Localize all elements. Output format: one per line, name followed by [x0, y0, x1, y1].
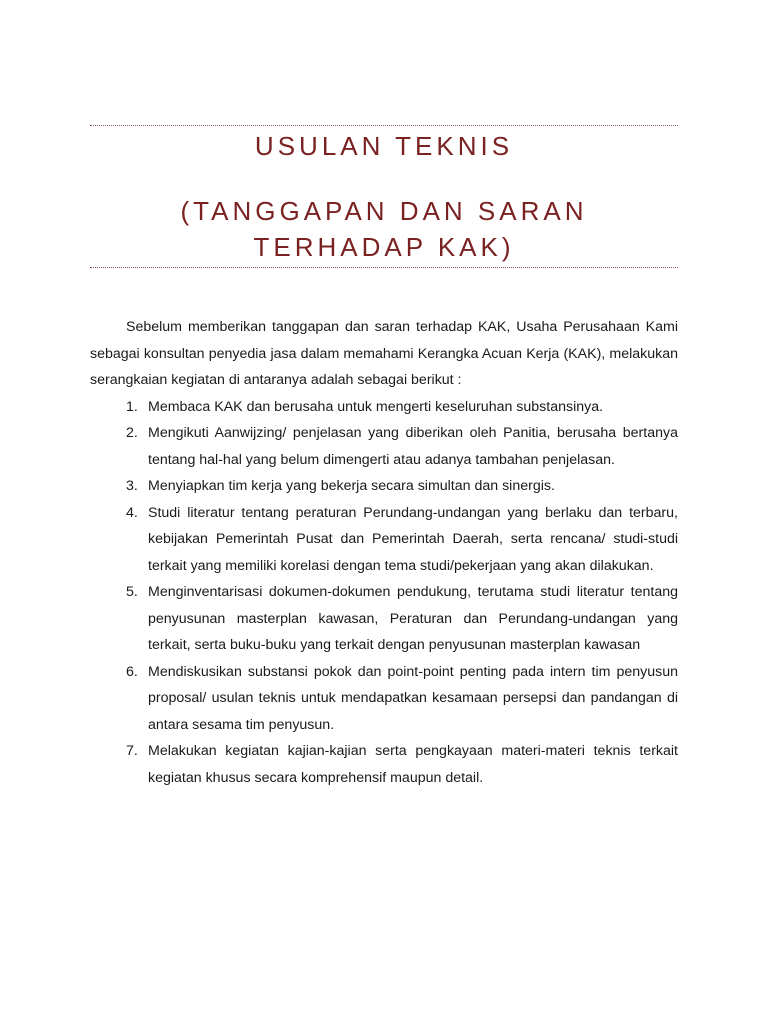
list-item-text: Mengikuti Aanwijzing/ penjelasan yang diberikan oleh Panitia, berusaha bertanya tentang hal-hal yang belum dimengerti atau adanya tambahan penjelasan.	[148, 425, 678, 468]
list-item	[90, 738, 678, 791]
list-item	[90, 659, 678, 739]
list-item-number: 3.	[126, 478, 138, 494]
list-item	[90, 420, 678, 473]
list-item-number: 7.	[126, 743, 138, 759]
list-item-text: Menginventarisasi dokumen-dokumen pendukung, terutama studi literatur tentang penyusunan masterplan kawasan, Peraturan dan Perundang-undangan yang terkait, serta buku-buku yang terkait dengan penyusunan masterplan kawasan	[148, 584, 678, 653]
list-item-number: 1.	[126, 398, 138, 415]
list-item-text: Studi literatur tentang peraturan Perundang-undangan yang berlaku dan terbaru, kebijakan Pemerintah Pusat dan Pemerintah Daerah, serta rencana/ studi-studi terkait yang memiliki korelasi dengan tema studi/pekerjaan yang akan dilakukan.	[148, 504, 678, 574]
body-text	[90, 314, 678, 791]
list-item-text: Melakukan kegiatan kajian-kajian serta pengkayaan materi-materi teknis terkait kegiatan khusus secara komprehensif maupun detail.	[148, 743, 678, 786]
page-subtitle: (TANGGAPAN DAN SARAN TERHADAP KAK)	[180, 196, 588, 262]
intro-paragraph: Sebelum memberikan tanggapan dan saran terhadap KAK, Usaha Perusahaan Kami sebagai konsultan penyedia jasa dalam memahami Kerangka Acuan Kerja (KAK), melakukan serangkaian kegiatan di antaranya adalah sebagai berikut :	[90, 319, 678, 388]
list-item-text: Membaca KAK dan berusaha untuk mengerti keseluruhan substansinya.	[148, 398, 604, 415]
page-title: USULAN TEKNIS	[254, 131, 514, 161]
list-item-number: 2.	[126, 425, 138, 441]
top-dotted-rule	[90, 125, 678, 126]
list-item	[90, 473, 678, 500]
list-item-text: Menyiapkan tim kerja yang bekerja secara simultan dan sinergis.	[148, 478, 555, 494]
title-block	[90, 128, 678, 265]
list-item	[90, 394, 678, 421]
list-item-text: Mendiskusikan substansi pokok dan point-point penting pada intern tim penyusun proposal/ usulan teknis untuk mendapatkan kesamaan persepsi dan pandangan di antara sesama tim penyusun.	[148, 663, 678, 733]
list-item-number: 5.	[126, 584, 138, 600]
list-item	[90, 579, 678, 659]
list-item	[90, 500, 678, 580]
steps-list	[90, 394, 678, 792]
list-item-number: 4.	[126, 504, 138, 521]
list-item-number: 6.	[126, 663, 138, 680]
bottom-dotted-rule	[90, 267, 678, 268]
